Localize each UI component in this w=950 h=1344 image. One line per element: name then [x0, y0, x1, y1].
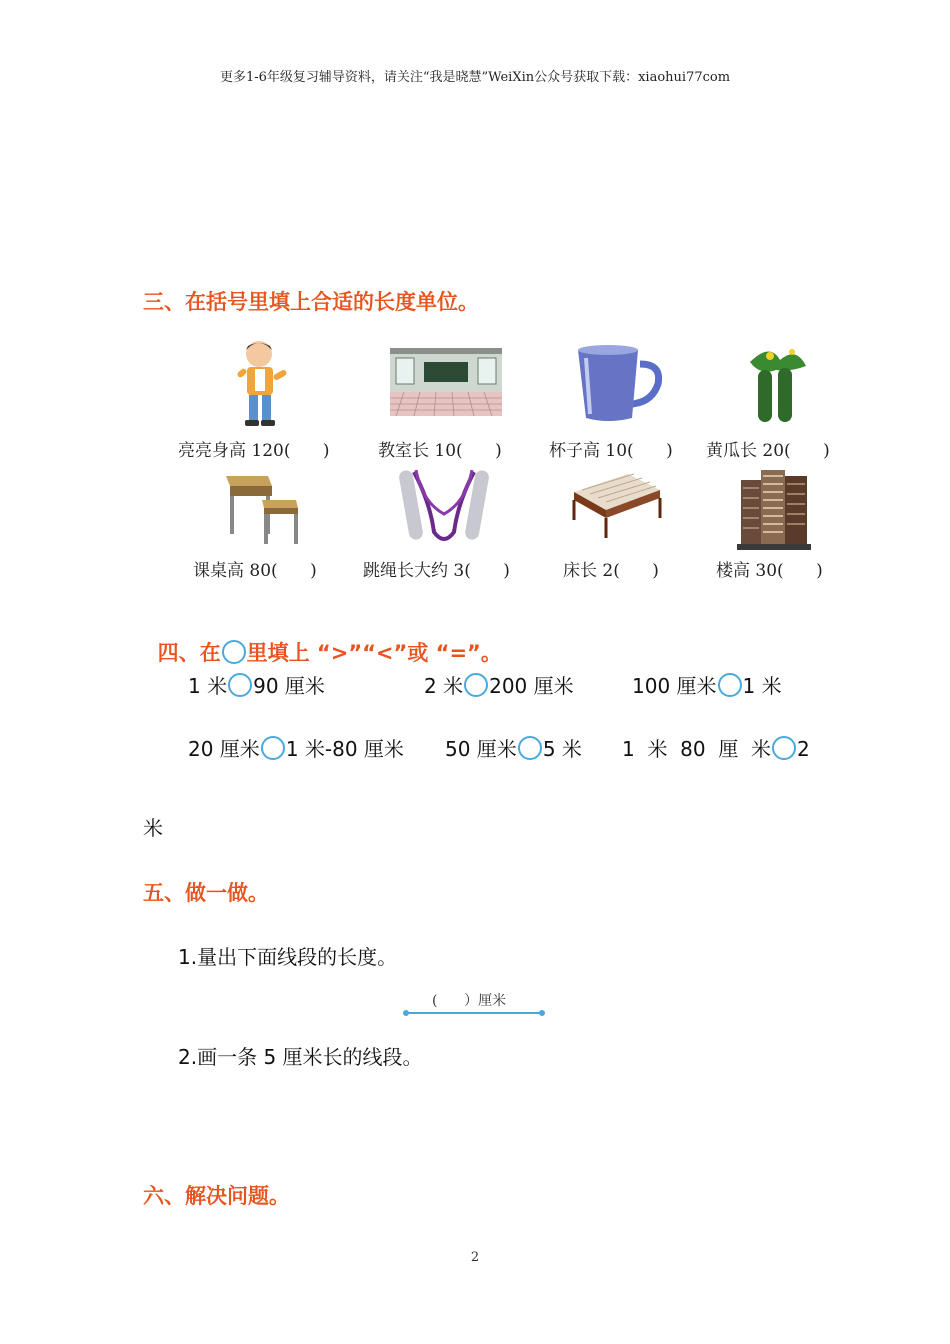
compare-left: 1 米 [188, 674, 228, 698]
compare-6 [622, 733, 810, 762]
answer-circle[interactable] [228, 673, 252, 697]
building-icon [737, 466, 811, 550]
section-4-title-b: 里填上 “>”“<”或 “=”。 [246, 641, 502, 665]
answer-circle[interactable] [718, 673, 742, 697]
compare-2 [424, 670, 574, 699]
caption-building: 楼高 30( ) [716, 561, 823, 581]
blank-circle-icon [222, 640, 246, 664]
section-4-title [143, 613, 502, 667]
caption-cucumber: 黄瓜长 20( ) [706, 441, 830, 461]
compare-right: 90 厘米 [253, 674, 325, 698]
cup-icon [572, 344, 662, 424]
caption-cup: 杯子高 10( ) [549, 441, 673, 461]
section-3-title: 三、在括号里填上合适的长度单位。 [143, 290, 479, 314]
page-header: 更多1-6年级复习辅导资料，请关注“我是晓慧”WeiXin公众号获取下载：xiaohui77com [219, 70, 731, 85]
answer-circle[interactable] [464, 673, 488, 697]
compare-5 [445, 733, 582, 762]
caption-bed: 床长 2( ) [563, 561, 659, 581]
page-number: 2 [470, 1250, 480, 1265]
bed-icon [568, 470, 664, 542]
caption-boy: 亮亮身高 120( ) [178, 441, 330, 461]
answer-circle[interactable] [772, 736, 796, 760]
question-1: 1.量出下面线段的长度。 [178, 945, 398, 969]
section-6-title: 六、解决问题。 [143, 1184, 290, 1208]
compare-3 [632, 670, 782, 699]
caption-jump-rope: 跳绳长大约 3( ) [363, 561, 510, 581]
caption-classroom: 教室长 10( ) [378, 441, 502, 461]
classroom-icon [390, 348, 502, 416]
compare-right: 5 米 [542, 737, 582, 761]
section-5-title: 五、做一做。 [143, 881, 269, 905]
measure-segment [400, 1007, 550, 1019]
compare-right: 200 厘米 [489, 674, 574, 698]
answer-circle[interactable] [518, 736, 542, 760]
compare-left: 1 米 80 厘 米 [622, 737, 772, 761]
compare-right: 1 米 [742, 674, 782, 698]
jump-rope-icon [394, 462, 494, 548]
desk-icon [222, 468, 300, 546]
compare-1 [188, 670, 325, 699]
section-4-title-a: 四、在 [157, 641, 221, 665]
answer-circle[interactable] [261, 736, 285, 760]
compare-left: 50 厘米 [445, 737, 517, 761]
compare-4 [188, 733, 404, 762]
compare-right: 2 [797, 737, 810, 761]
compare-6-wrap: 米 [143, 816, 163, 840]
compare-right: 1 米-80 厘米 [285, 737, 404, 761]
cucumber-icon [740, 342, 810, 428]
question-2: 2.画一条 5 厘米长的线段。 [178, 1045, 423, 1069]
segment-label: ( ）厘米 [432, 993, 507, 1009]
compare-left: 20 厘米 [188, 737, 260, 761]
compare-left: 2 米 [424, 674, 464, 698]
boy-icon [225, 336, 295, 428]
caption-desk: 课桌高 80( ) [193, 561, 317, 581]
compare-left: 100 厘米 [632, 674, 717, 698]
